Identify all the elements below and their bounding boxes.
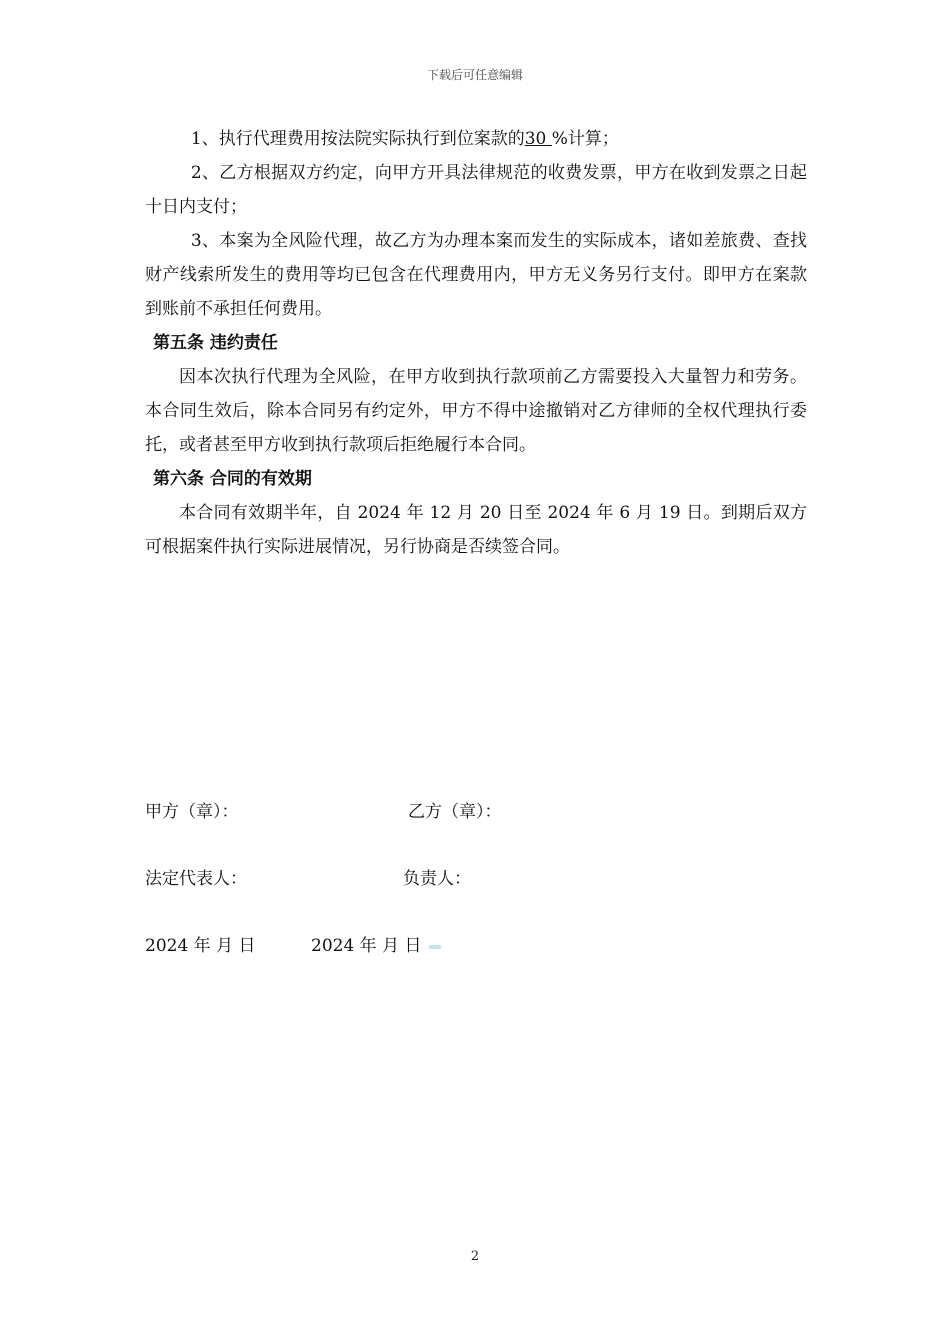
article-5-body: 因本次执行代理为全风险，在甲方收到执行款项前乙方需要投入大量智力和劳务。本合同生效后，除本合同另有约定外，甲方不得中途撤销对乙方律师的全权代理执行委托，或者甚至甲方收到执行款项后拒绝履行本合同。 — [145, 367, 807, 455]
party-a-seal-label: 甲方（章）： — [145, 802, 239, 822]
fee-clause-1 — [145, 122, 807, 156]
party-b-responsible-label: 负责人： — [403, 869, 471, 889]
party-a-representative-label: 法定代表人： — [145, 869, 247, 889]
fee-clause-2: 2、乙方根据双方约定，向甲方开具法律规范的收费发票，甲方在收到发票之日起十日内支付； — [145, 163, 807, 217]
party-a-date: 2024 年 月 日 — [145, 936, 256, 956]
fee-clause-1-suffix: %计算； — [551, 129, 619, 149]
text-cursor-highlight — [429, 945, 441, 949]
party-b-date-row — [311, 931, 441, 956]
fee-clause-1-text: 1、执行代理费用按法院实际执行到位案款的 — [190, 129, 525, 149]
party-b-date: 2024 年 月 日 — [311, 936, 422, 956]
fee-percentage: 30 — [524, 129, 552, 149]
article-5-title: 第五条 违约责任 — [153, 333, 278, 353]
fee-clause-3: 3、本案为全风险代理，故乙方为办理本案而发生的实际成本，诸如差旅费、查找财产线索所发生的费用等均已包含在代理费用内，甲方无义务另行支付。即甲方在案款到账前不承担任何费用。 — [145, 231, 807, 319]
contract-body — [145, 122, 807, 564]
article-6-body: 本合同有效期半年，自 2024 年 12 月 20 日至 2024 年 6 月 19 日。到期后双方可根据案件执行实际进展情况，另行协商是否续签合同。 — [145, 503, 807, 557]
party-b-seal-label: 乙方（章）： — [408, 802, 502, 822]
page-number: 2 — [470, 1249, 480, 1264]
article-6-title: 第六条 合同的有效期 — [153, 469, 312, 489]
page-header: 下载后可任意编辑 — [426, 68, 523, 82]
